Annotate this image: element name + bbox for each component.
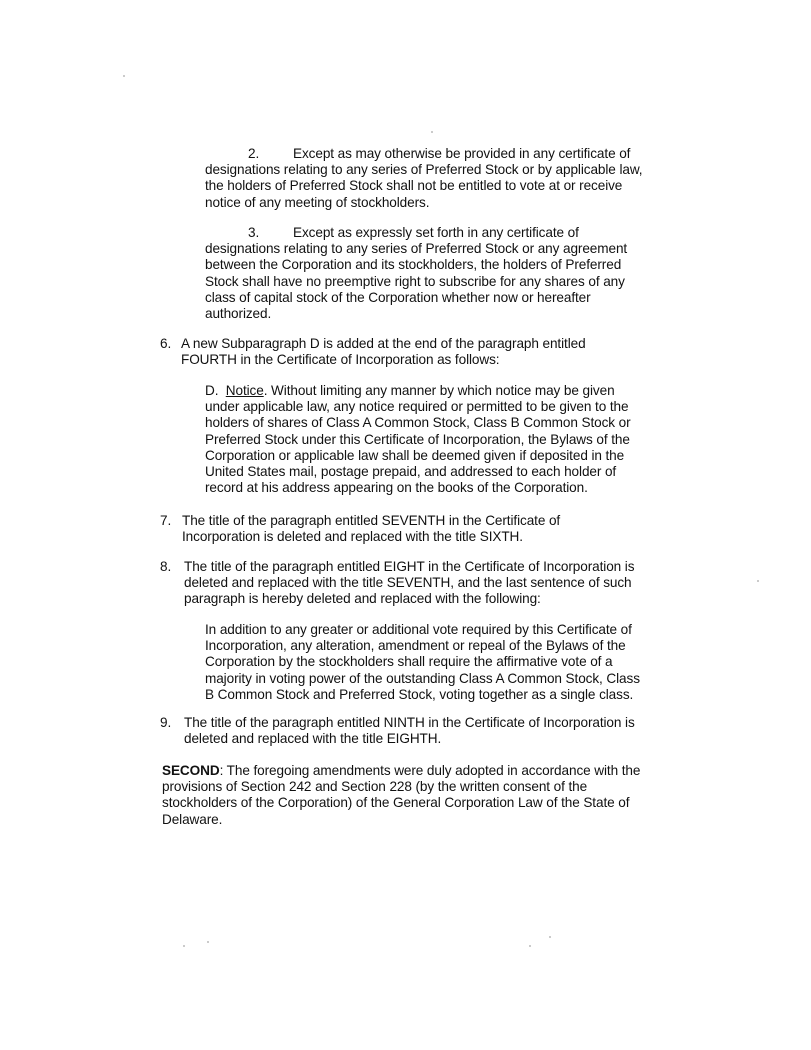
list-item-8-text: The title of the paragraph entitled EIGHT in the Certificate of Incorporation is deleted and replaced with the title SEVENTH, and the last sentence of such paragraph is hereby deleted and replaced with the following:	[184, 559, 635, 607]
list-item-8	[160, 559, 650, 609]
second-text: : The foregoing amendments were duly adopted in accordance with the provisions of Section 242 and Section 228 (by the written consent of the stockholders of the Corporation) of the General Corporation Law of the State of Delaware.	[162, 763, 641, 827]
second-paragraph	[162, 763, 654, 828]
subparagraph-d-text: . Without limiting any manner by which notice may be given under applicable law, any notice required or permitted to be given to the holders of shares of Class A Common Stock, Class B Common Stock or Preferred Stock under this Certificate of Incorporation, the Bylaws of the Corporation or applicable law shall be deemed given if deposited in the United States mail, postage prepaid, and addressed to each holder of record at his address appearing on the books of the Corporation.	[205, 383, 631, 496]
subparagraph-d-label: D.	[205, 383, 219, 398]
paragraph-3-text-rest: designations relating to any series of Preferred Stock or any agreement between the Corporation and its stockholders, the holders of Preferred Stock shall have no preemptive right to subscribe for any shares of any class of capital stock of the Corporation whether now or hereafter authorized.	[205, 241, 628, 322]
subparagraph-d-heading: Notice	[225, 383, 264, 398]
paragraph-2-number: 2.	[248, 146, 260, 161]
second-label: SECOND	[162, 763, 220, 778]
list-item-8-quote	[205, 622, 649, 703]
list-item-7-text: The title of the paragraph entitled SEVENTH in the Certificate of Incorporation is deleted and replaced with the title SIXTH.	[182, 513, 561, 545]
paragraph-2-text-rest: designations relating to any series of Preferred Stock or by applicable law, the holders of Preferred Stock shall not be entitled to vote at or receive notice of any meeting of stockholders.	[205, 162, 643, 210]
list-item-6-text: A new Subparagraph D is added at the end of the paragraph entitled FOURTH in the Certificate of Incorporation as follows:	[181, 336, 586, 368]
paragraph-3	[205, 225, 645, 322]
list-item-8-quote-text: In addition to any greater or additional vote required by this Certificate of Incorporation, any alteration, amendment or repeal of the Bylaws of the Corporation by the stockholders shall require the affirmative vote of a majority in voting power of the outstanding Class A Common Stock, Class B Common Stock and Preferred Stock, voting together as a single class.	[205, 622, 640, 702]
scan-speck	[183, 945, 185, 947]
list-item-8-number: 8.	[160, 559, 172, 574]
list-item-6-number: 6.	[160, 336, 172, 351]
scan-speck	[123, 75, 125, 77]
list-item-9-text: The title of the paragraph entitled NINTH in the Certificate of Incorporation is deleted and replaced with the title EIGHTH.	[184, 715, 635, 747]
scan-speck	[529, 945, 531, 947]
list-item-7-number: 7.	[160, 513, 172, 528]
paragraph-2	[205, 146, 645, 211]
scan-speck	[757, 580, 759, 582]
list-item-9	[160, 715, 650, 749]
scan-speck	[207, 941, 209, 943]
scan-speck	[431, 131, 433, 133]
paragraph-2-text-first: Except as may otherwise be provided in any certificate of	[293, 146, 631, 161]
list-item-9-number: 9.	[160, 715, 172, 730]
subparagraph-d-notice	[205, 383, 641, 496]
list-item-7	[160, 513, 620, 547]
paragraph-3-number: 3.	[248, 225, 260, 240]
list-item-6	[160, 336, 620, 370]
scan-speck	[549, 936, 551, 938]
paragraph-3-text-first: Except as expressly set forth in any certificate of	[293, 225, 579, 240]
